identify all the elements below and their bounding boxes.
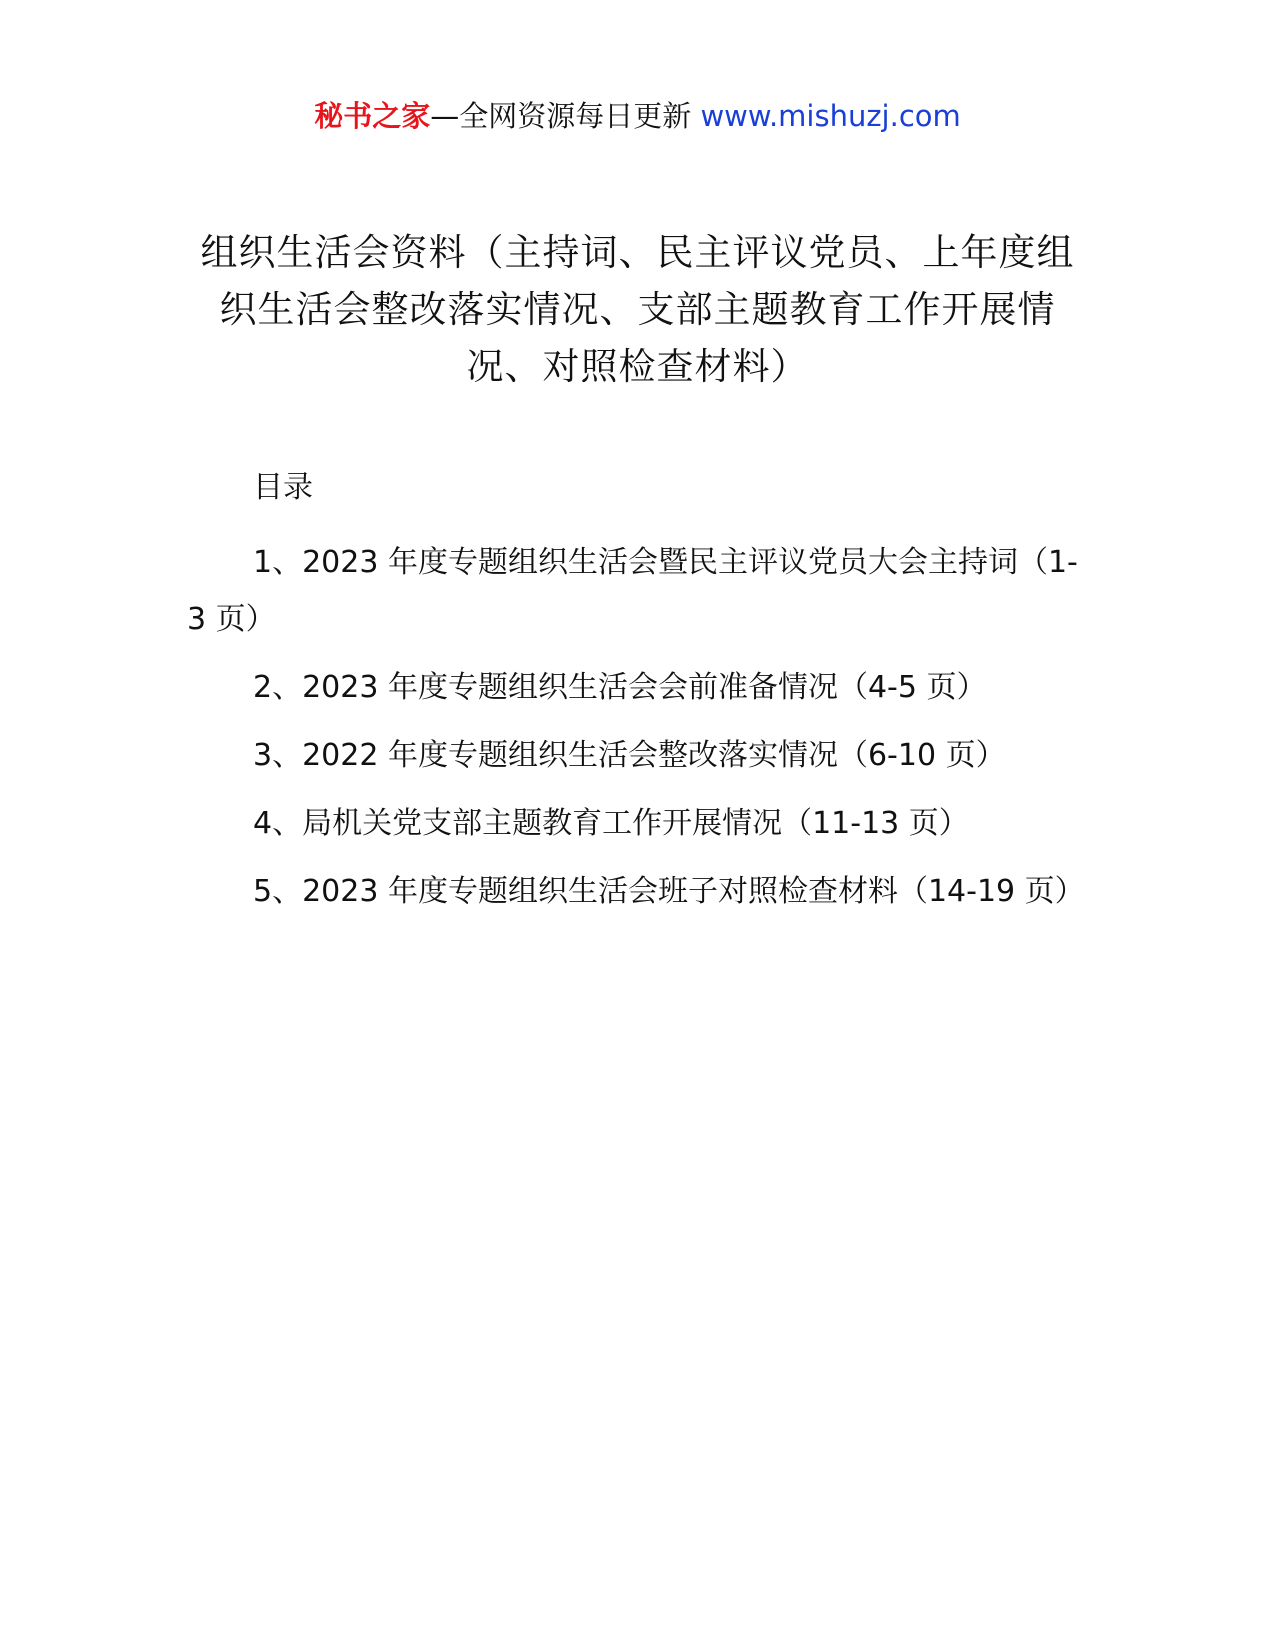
site-tagline: —全网资源每日更新	[430, 99, 692, 133]
toc-item: 1、2023 年度专题组织生活会暨民主评议党员大会主持词（1-3 页）	[187, 545, 1078, 637]
table-of-contents	[187, 468, 1087, 931]
site-url-link[interactable]: www.mishuzj.com	[700, 99, 961, 133]
toc-item: 3、2022 年度专题组织生活会整改落实情况（6-10 页）	[253, 738, 1006, 773]
toc-item: 2、2023 年度专题组织生活会会前准备情况（4-5 页）	[253, 670, 987, 705]
document-title: 组织生活会资料（主持词、民主评议党员、上年度组织生活会整改落实情况、支部主题教育工作开展情况、对照检查材料）	[200, 231, 1075, 388]
site-header	[0, 96, 1275, 136]
toc-item: 4、局机关党支部主题教育工作开展情况（11-13 页）	[253, 806, 969, 841]
toc-heading: 目录	[253, 470, 313, 505]
site-brand: 秘书之家	[314, 99, 431, 133]
toc-item: 5、2023 年度专题组织生活会班子对照检查材料（14-19 页）	[253, 874, 1085, 909]
